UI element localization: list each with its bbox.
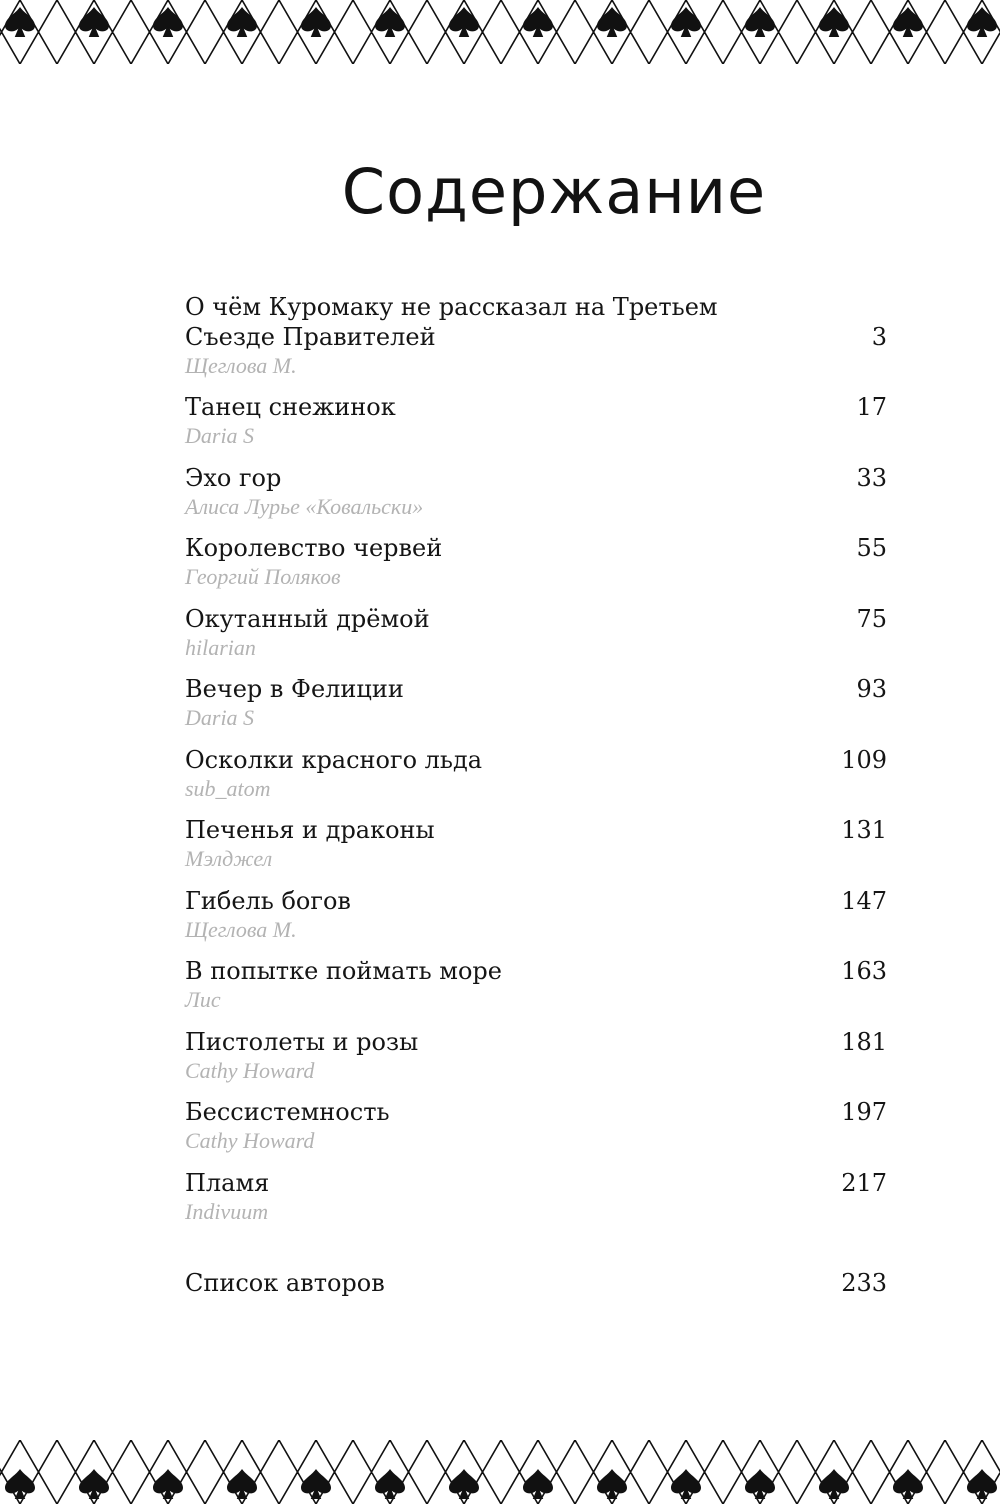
entry-title: Вечер в Фелиции bbox=[185, 675, 404, 703]
spade-icon bbox=[523, 7, 553, 37]
entry-title: В попытке поймать море bbox=[185, 957, 502, 985]
entry-page-number: 75 bbox=[856, 604, 887, 633]
entry-title: О чём Куромаку не рассказал на Третьем Съезде Правителей bbox=[185, 293, 718, 351]
spade-icon bbox=[449, 1469, 479, 1499]
entry-title: Осколки красного льда bbox=[185, 745, 483, 774]
toc-entry[interactable] bbox=[185, 886, 887, 957]
toc-entry[interactable] bbox=[185, 1168, 887, 1239]
bottom-spade-border bbox=[0, 1440, 1000, 1504]
entry-author: hilarian bbox=[185, 634, 256, 660]
entry-author: Георгий Поляков bbox=[185, 564, 341, 589]
spade-icon bbox=[79, 7, 109, 37]
top-spade-border bbox=[0, 0, 1000, 64]
spade-icon bbox=[227, 7, 257, 37]
spade-icon bbox=[967, 7, 997, 37]
entry-title: Королевство червей bbox=[185, 534, 443, 562]
toc-entry[interactable] bbox=[185, 1027, 887, 1098]
entry-title: Печенья и драконы bbox=[185, 816, 435, 844]
spade-icon bbox=[745, 7, 775, 37]
spade-icon bbox=[227, 1469, 257, 1499]
entry-author: sub_atom bbox=[185, 775, 271, 801]
entry-author: Мэлджел bbox=[185, 846, 273, 871]
toc-entry[interactable] bbox=[185, 392, 887, 463]
entry-title: Список авторов bbox=[185, 1269, 385, 1297]
entry-page-number: 163 bbox=[841, 957, 887, 985]
spade-icon bbox=[375, 1469, 405, 1499]
spade-icon bbox=[79, 1469, 109, 1499]
spade-icon bbox=[597, 1469, 627, 1499]
entry-author: Daria S bbox=[185, 423, 255, 448]
entry-page-number: 3 bbox=[871, 323, 887, 351]
page-title: Содержание bbox=[341, 155, 767, 228]
entry-author: Алиса Лурье «Ковальски» bbox=[185, 493, 424, 519]
entry-page-number: 181 bbox=[841, 1027, 887, 1056]
entry-title: Гибель богов bbox=[185, 886, 351, 915]
entry-page-number: 217 bbox=[841, 1168, 887, 1197]
spade-icon bbox=[449, 7, 479, 37]
entry-title: Танец снежинок bbox=[185, 393, 396, 421]
entry-title: Окутанный дрёмой bbox=[185, 604, 430, 633]
toc-entry[interactable] bbox=[185, 533, 887, 604]
spade-icon bbox=[375, 7, 405, 37]
spade-icon bbox=[671, 1469, 701, 1499]
spade-icon bbox=[967, 1469, 997, 1499]
entry-author: Cathy Howard bbox=[185, 1128, 315, 1153]
spade-icon bbox=[153, 7, 183, 37]
entry-page-number: 33 bbox=[856, 463, 887, 492]
spade-icon bbox=[893, 7, 923, 37]
entry-title: Пистолеты и розы bbox=[185, 1027, 419, 1056]
toc-entry[interactable] bbox=[185, 463, 887, 534]
toc-entry[interactable] bbox=[185, 956, 887, 1027]
spade-icon bbox=[301, 7, 331, 37]
toc-entry[interactable] bbox=[185, 1097, 887, 1168]
entry-title: Эхо гор bbox=[185, 463, 282, 492]
toc-entry[interactable] bbox=[185, 292, 887, 392]
entry-title: Бессистемность bbox=[185, 1098, 390, 1126]
entry-page-number: 233 bbox=[841, 1269, 887, 1297]
border-lines bbox=[0, 1440, 1000, 1504]
spade-icon bbox=[745, 1469, 775, 1499]
entry-author: Indivuum bbox=[185, 1198, 269, 1224]
spade-icon bbox=[671, 7, 701, 37]
entry-page-number: 17 bbox=[856, 393, 887, 421]
spade-icon bbox=[5, 7, 35, 37]
entry-page-number: 55 bbox=[856, 534, 887, 562]
spade-icon bbox=[597, 7, 627, 37]
entry-author: Лис bbox=[185, 987, 221, 1012]
toc-entry[interactable] bbox=[185, 815, 887, 886]
spade-icon bbox=[153, 1469, 183, 1499]
spade-icon bbox=[301, 1469, 331, 1499]
entry-author: Daria S bbox=[185, 705, 255, 730]
border-lines bbox=[0, 0, 1000, 64]
table-of-contents bbox=[185, 292, 887, 1238]
entry-page-number: 197 bbox=[841, 1098, 887, 1126]
toc-entry[interactable] bbox=[185, 604, 887, 675]
spade-icon bbox=[819, 1469, 849, 1499]
spade-icon bbox=[893, 1469, 923, 1499]
entry-page-number: 147 bbox=[841, 886, 887, 915]
entry-page-number: 109 bbox=[841, 745, 887, 774]
entry-author: Cathy Howard bbox=[185, 1057, 315, 1083]
spade-icon bbox=[523, 1469, 553, 1499]
entry-page-number: 131 bbox=[841, 816, 887, 844]
entry-author: Щеглова М. bbox=[185, 353, 297, 378]
spade-icon bbox=[819, 7, 849, 37]
toc-entry-authors-list[interactable] bbox=[185, 1268, 887, 1302]
spade-icon bbox=[5, 1469, 35, 1499]
entry-title: Пламя bbox=[185, 1168, 270, 1197]
entry-author: Щеглова М. bbox=[185, 916, 297, 942]
entry-page-number: 93 bbox=[856, 675, 887, 703]
toc-entry[interactable] bbox=[185, 674, 887, 745]
toc-entry[interactable] bbox=[185, 745, 887, 816]
